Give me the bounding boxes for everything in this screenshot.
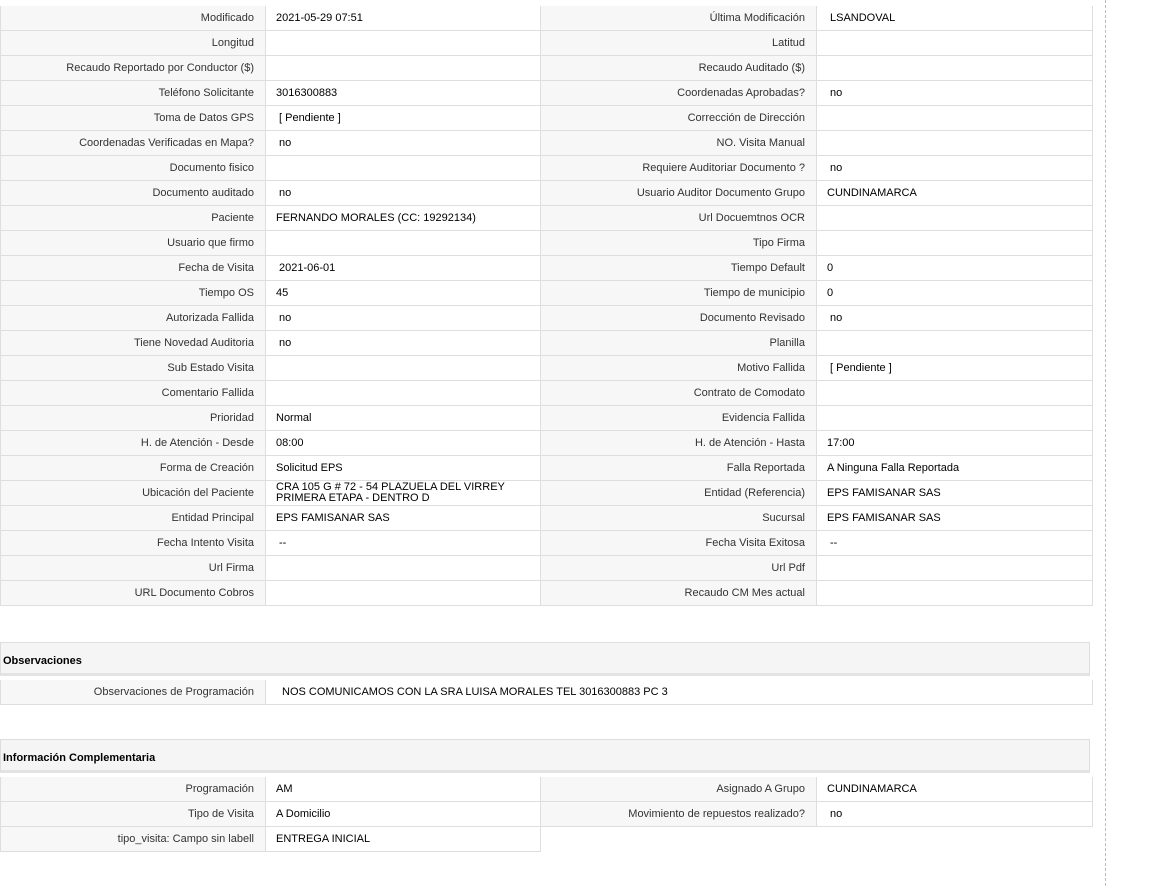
table-row: [1, 680, 1093, 705]
value-recaudo-reportado-por-conductor: [266, 56, 541, 81]
value-url-pdf: [817, 556, 1093, 581]
label-latitud: Latitud: [541, 31, 817, 56]
label-url-documento-cobros: URL Documento Cobros: [1, 581, 266, 606]
field-value: NOS COMUNICAMOS CON LA SRA LUISA MORALES TEL 3016300883 PC 3: [266, 680, 1093, 705]
value-recaudo-auditado: [817, 56, 1093, 81]
table-row: [1, 306, 1093, 331]
table-row: [1, 777, 1093, 802]
complementaria-table: [0, 777, 1093, 852]
value-fecha-visita-exitosa: --: [817, 531, 1093, 556]
table-row: [1, 206, 1093, 231]
label-prioridad: Prioridad: [1, 406, 266, 431]
value-tiempo-os: 45: [266, 281, 541, 306]
value-modificado: 2021-05-29 07:51: [266, 6, 541, 31]
table-row: [1, 31, 1093, 56]
detail-table: [0, 6, 1093, 606]
value-usuario-auditor-documento-grupo: CUNDINAMARCA: [817, 181, 1093, 206]
table-row: [1, 331, 1093, 356]
table-row: [1, 827, 1093, 852]
value-contrato-de-comodato: [817, 381, 1093, 406]
value-longitud: [266, 31, 541, 56]
label-forma-de-creacion: Forma de Creación: [1, 456, 266, 481]
value-usuario-que-firmo: [266, 231, 541, 256]
label-recaudo-reportado-por-conductor: Recaudo Reportado por Conductor ($): [1, 56, 266, 81]
table-row: [1, 356, 1093, 381]
section-title: Información Complementaria: [3, 752, 156, 764]
label-movimiento-de-repuestos-realizado: Movimiento de repuestos realizado?: [541, 802, 817, 827]
value-url-documento-cobros: [266, 581, 541, 606]
label-documento-auditado: Documento auditado: [1, 181, 266, 206]
label-usuario-que-firmo: Usuario que firmo: [1, 231, 266, 256]
table-row: [1, 56, 1093, 81]
value-forma-de-creacion: Solicitud EPS: [266, 456, 541, 481]
table-row: [1, 506, 1093, 531]
label-sucursal: Sucursal: [541, 506, 817, 531]
label-telefono-solicitante: Teléfono Solicitante: [1, 81, 266, 106]
label-entidad-principal: Entidad Principal: [1, 506, 266, 531]
label-ultima-modificacion: Última Modificación: [541, 6, 817, 31]
label-contrato-de-comodato: Contrato de Comodato: [541, 381, 817, 406]
label-asignado-a-grupo: Asignado A Grupo: [541, 777, 817, 802]
value-ubicacion-del-paciente: CRA 105 G # 72 - 54 PLAZUELA DEL VIRREY PRIMERA ETAPA - DENTRO D: [266, 481, 541, 506]
label-h-de-atencion-hasta: H. de Atención - Hasta: [541, 431, 817, 456]
label-paciente: Paciente: [1, 206, 266, 231]
table-row: [1, 181, 1093, 206]
label-fecha-de-visita: Fecha de Visita: [1, 256, 266, 281]
label-h-de-atencion-desde: H. de Atención - Desde: [1, 431, 266, 456]
value-evidencia-fallida: [817, 406, 1093, 431]
table-row: [1, 431, 1093, 456]
label-comentario-fallida: Comentario Fallida: [1, 381, 266, 406]
value-latitud: [817, 31, 1093, 56]
label-documento-revisado: Documento Revisado: [541, 306, 817, 331]
value-coordenadas-aprobadas: no: [817, 81, 1093, 106]
value-planilla: [817, 331, 1093, 356]
label-documento-fisico: Documento fisico: [1, 156, 266, 181]
label-fecha-visita-exitosa: Fecha Visita Exitosa: [541, 531, 817, 556]
table-row: [1, 156, 1093, 181]
label-url-pdf: Url Pdf: [541, 556, 817, 581]
label-tipo-de-visita: Tipo de Visita: [1, 802, 266, 827]
table-row: [1, 381, 1093, 406]
value-tipo-visita-campo-sin-labell: ENTREGA INICIAL: [266, 827, 541, 852]
label-motivo-fallida: Motivo Fallida: [541, 356, 817, 381]
value-h-de-atencion-hasta: 17:00: [817, 431, 1093, 456]
table-row: [1, 106, 1093, 131]
observaciones-table: [0, 680, 1093, 705]
value-coordenadas-verificadas-en-mapa: no: [266, 131, 541, 156]
value-correccion-de-direccion: [817, 106, 1093, 131]
value-tiene-novedad-auditoria: no: [266, 331, 541, 356]
label-longitud: Longitud: [1, 31, 266, 56]
label-planilla: Planilla: [541, 331, 817, 356]
label-url-docuemtnos-ocr: Url Docuemtnos OCR: [541, 206, 817, 231]
value-comentario-fallida: [266, 381, 541, 406]
table-row: [1, 802, 1093, 827]
table-row: [1, 256, 1093, 281]
label-correccion-de-direccion: Corrección de Dirección: [541, 106, 817, 131]
label-toma-de-datos-gps: Toma de Datos GPS: [1, 106, 266, 131]
label-tiempo-de-municipio: Tiempo de municipio: [541, 281, 817, 306]
value-url-docuemtnos-ocr: [817, 206, 1093, 231]
empty-cell: [817, 827, 1093, 852]
value-paciente: FERNANDO MORALES (CC: 19292134): [266, 206, 541, 231]
label-coordenadas-aprobadas: Coordenadas Aprobadas?: [541, 81, 817, 106]
value-no-visita-manual: [817, 131, 1093, 156]
value-tipo-firma: [817, 231, 1093, 256]
value-toma-de-datos-gps: [ Pendiente ]: [266, 106, 541, 131]
value-falla-reportada: A Ninguna Falla Reportada: [817, 456, 1093, 481]
value-ultima-modificacion: LSANDOVAL: [817, 6, 1093, 31]
label-coordenadas-verificadas-en-mapa: Coordenadas Verificadas en Mapa?: [1, 131, 266, 156]
table-row: [1, 531, 1093, 556]
label-modificado: Modificado: [1, 6, 266, 31]
table-row: [1, 581, 1093, 606]
value-autorizada-fallida: no: [266, 306, 541, 331]
empty-cell: [541, 827, 817, 852]
label-requiere-auditoriar-documento: Requiere Auditoriar Documento ?: [541, 156, 817, 181]
label-evidencia-fallida: Evidencia Fallida: [541, 406, 817, 431]
label-falla-reportada: Falla Reportada: [541, 456, 817, 481]
field-label: Observaciones de Programación: [1, 680, 266, 705]
label-recaudo-auditado: Recaudo Auditado ($): [541, 56, 817, 81]
table-row: [1, 556, 1093, 581]
table-row: [1, 6, 1093, 31]
value-asignado-a-grupo: CUNDINAMARCA: [817, 777, 1093, 802]
value-documento-fisico: [266, 156, 541, 181]
label-tipo-visita-campo-sin-labell: tipo_visita: Campo sin labell: [1, 827, 266, 852]
section-header-observaciones: [0, 642, 1090, 676]
table-row: [1, 281, 1093, 306]
table-row: [1, 81, 1093, 106]
label-ubicacion-del-paciente: Ubicación del Paciente: [1, 481, 266, 506]
table-row: [1, 231, 1093, 256]
value-tiempo-default: 0: [817, 256, 1093, 281]
label-autorizada-fallida: Autorizada Fallida: [1, 306, 266, 331]
section-title: Observaciones: [3, 655, 82, 667]
table-row: [1, 481, 1093, 506]
value-motivo-fallida: [ Pendiente ]: [817, 356, 1093, 381]
value-documento-revisado: no: [817, 306, 1093, 331]
page-divider: [1105, 0, 1106, 886]
table-row: [1, 456, 1093, 481]
value-fecha-de-visita: 2021-06-01: [266, 256, 541, 281]
label-fecha-intento-visita: Fecha Intento Visita: [1, 531, 266, 556]
value-tipo-de-visita: A Domicilio: [266, 802, 541, 827]
value-entidad-principal: EPS FAMISANAR SAS: [266, 506, 541, 531]
label-tipo-firma: Tipo Firma: [541, 231, 817, 256]
value-tiempo-de-municipio: 0: [817, 281, 1093, 306]
label-usuario-auditor-documento-grupo: Usuario Auditor Documento Grupo: [541, 181, 817, 206]
label-programacion: Programación: [1, 777, 266, 802]
label-tiene-novedad-auditoria: Tiene Novedad Auditoria: [1, 331, 266, 356]
value-sub-estado-visita: [266, 356, 541, 381]
label-no-visita-manual: NO. Visita Manual: [541, 131, 817, 156]
table-row: [1, 406, 1093, 431]
value-recaudo-cm-mes-actual: [817, 581, 1093, 606]
value-movimiento-de-repuestos-realizado: no: [817, 802, 1093, 827]
value-telefono-solicitante: 3016300883: [266, 81, 541, 106]
value-fecha-intento-visita: --: [266, 531, 541, 556]
value-url-firma: [266, 556, 541, 581]
value-requiere-auditoriar-documento: no: [817, 156, 1093, 181]
value-sucursal: EPS FAMISANAR SAS: [817, 506, 1093, 531]
label-entidad-referencia: Entidad (Referencia): [541, 481, 817, 506]
label-recaudo-cm-mes-actual: Recaudo CM Mes actual: [541, 581, 817, 606]
label-sub-estado-visita: Sub Estado Visita: [1, 356, 266, 381]
section-header-complementaria: [0, 739, 1090, 773]
label-tiempo-default: Tiempo Default: [541, 256, 817, 281]
label-url-firma: Url Firma: [1, 556, 266, 581]
value-h-de-atencion-desde: 08:00: [266, 431, 541, 456]
value-programacion: AM: [266, 777, 541, 802]
table-row: [1, 131, 1093, 156]
label-tiempo-os: Tiempo OS: [1, 281, 266, 306]
value-entidad-referencia: EPS FAMISANAR SAS: [817, 481, 1093, 506]
value-documento-auditado: no: [266, 181, 541, 206]
value-prioridad: Normal: [266, 406, 541, 431]
